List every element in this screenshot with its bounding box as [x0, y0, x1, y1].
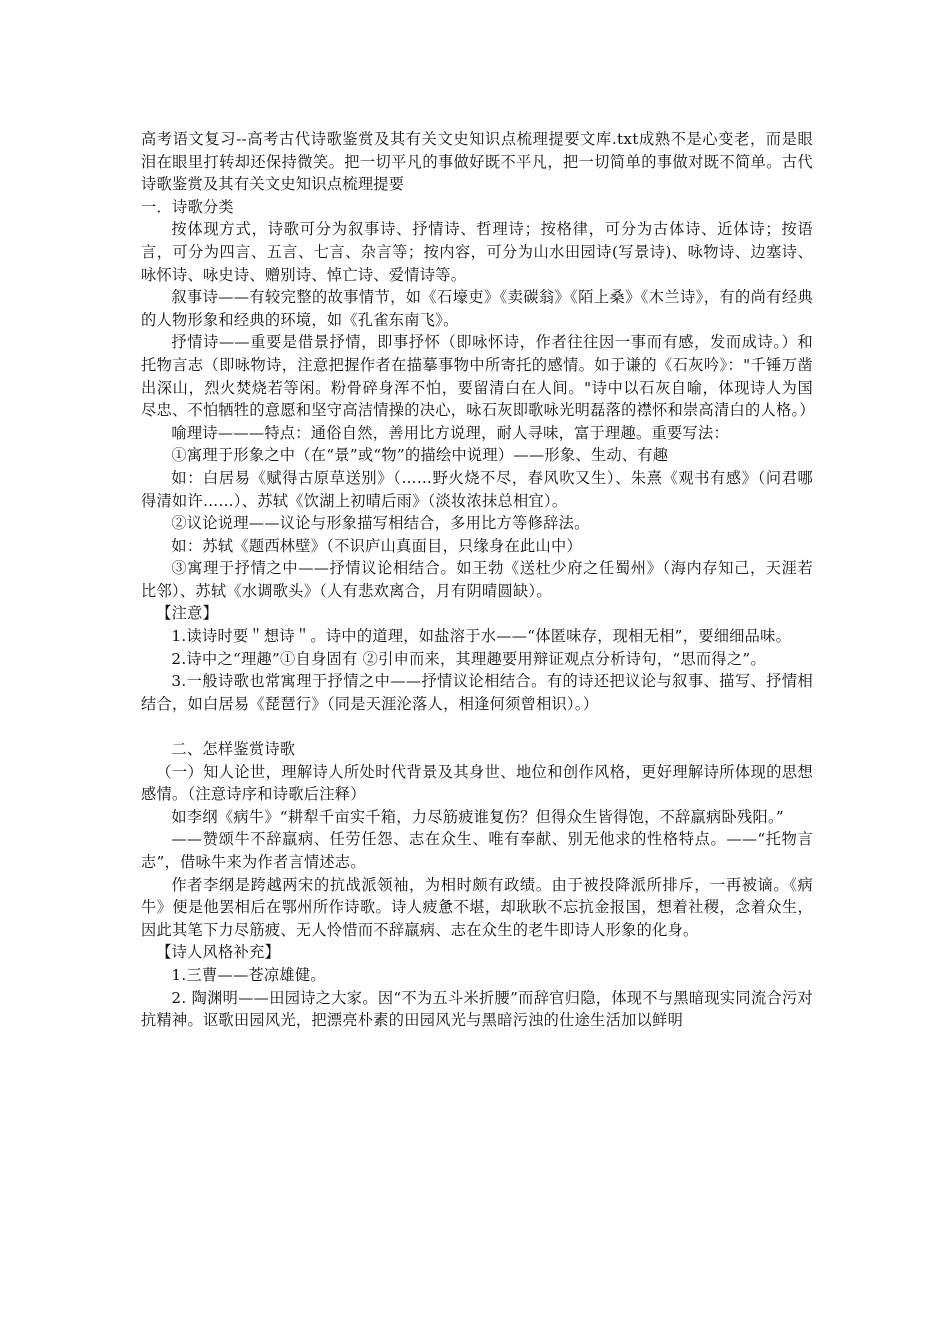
paragraph: ①寓理于形象之中（在“景”或“物”的描绘中说理）——形象、生动、有趣: [171, 446, 669, 465]
paragraph: 3.一般诗歌也常寓理于抒情之中——抒情议论相结合。有的诗还把议论与叙事、描写、抒情相结合，如白居易《琵琶行》（同是天涯沦落人，相逢何须曾相识）。）: [141, 672, 813, 713]
paragraph: ——赞颂牛不辞羸病、任劳任怨、志在众生、唯有奉献、别无他求的性格特点。——“托物言志”，借咏牛来为作者言情述志。: [141, 830, 813, 871]
blank-line: [141, 715, 813, 738]
paragraph: 抒情诗——重要是借景抒情，即事抒怀（即咏怀诗，作者往往因一事而有感，发而成诗。）和托物言志（即咏物诗，注意把握作者在描摹事物中所寄托的感情。如于谦的《石灰吟》："千锤万凿出深山，烈火焚烧若等闲。粉骨碎身浑不怕，要留清白在人间。"诗中以石灰自喻，体现诗人为国尽忠、不怕牺牲的意愿和坚守高洁情操的决心，咏石灰即歌咏光明磊落的襟怀和崇高清白的人格。）: [141, 333, 815, 420]
section-heading-2: 二、怎样鉴赏诗歌: [171, 740, 296, 759]
paragraph: 喻理诗———特点：通俗自然，善用比方说理，耐人寻味，富于理趣。重要写法：: [171, 423, 729, 442]
paragraph: 作者李纲是跨越两宋的抗战派领袖，为相时颇有政绩。由于被投降派所排斥，一再被谪。《病牛》便是他罢相后在鄂州所作诗歌。诗人疲惫不堪，却耿耿不忘抗金报国，想着社稷，念着众生，因此其笔下力尽筋疲、无人怜惜而不辞羸病、志在众生的老牛即诗人形象的化身。: [141, 875, 813, 939]
paragraph: 2. 陶渊明——田园诗之大家。因“不为五斗米折腰”而辞官归隐，体现不与黑暗现实同流合污对抗精神。讴歌田园风光，把漂亮朴素的田园风光与黑暗污浊的仕途生活加以鲜明: [141, 988, 813, 1030]
paragraph: 2.诗中之“理趣”①自身固有 ②引申而来，其理趣要用辩证观点分析诗句，“思而得之”。: [171, 649, 766, 668]
paragraph: 1.读诗时要＂想诗＂。诗中的道理，如盐溶于水——“体匿味存，现相无相”，要细细品味。: [171, 627, 792, 646]
document-body: [141, 128, 813, 1032]
section-heading-1: 一．诗歌分类: [141, 197, 234, 216]
note-heading: 【注意】: [156, 604, 219, 623]
paragraph: 1.三曹——苍凉雄健。: [171, 965, 326, 984]
paragraph: 如：白居易《赋得古原草送别》（……野火烧不尽，春风吹又生）、朱熹《观书有感》（问君哪得清如许……）、苏轼《饮湖上初晴后雨》（淡妆浓抹总相宜）。: [141, 468, 813, 510]
paragraph: 按体现方式，诗歌可分为叙事诗、抒情诗、哲理诗；按格律，可分为古体诗、近体诗；按语言，可分为四言、五言、七言、杂言等；按内容，可分为山水田园诗(写景诗)、咏物诗、边塞诗、咏怀诗、咏史诗、赠别诗、悼亡诗、爱情诗等。: [141, 220, 813, 284]
paragraph: 如李纲《病牛》“耕犁千亩实千箱，力尽筋疲谁复伤？但得众生皆得饱，不辞羸病卧残阳。”: [171, 807, 784, 826]
supplement-heading: 【诗人风格补充】: [156, 943, 281, 962]
document-intro: 高考语文复习--高考古代诗歌鉴赏及其有关文史知识点梳理提要文库.txt成熟不是心变老，而是眼泪在眼里打转却还保持微笑。把一切平凡的事做好既不平凡，把一切简单的事做对既不简单。古代诗歌鉴赏及其有关文史知识点梳理提要: [141, 130, 813, 194]
paragraph: 叙事诗——有较完整的故事情节，如《石壕吏》《卖碳翁》《陌上桑》《木兰诗》，有的尚有经典的人物形象和经典的环境，如《孔雀东南飞》。: [141, 288, 813, 329]
paragraph: ②议论说理——议论与形象描写相结合，多用比方等修辞法。: [171, 514, 590, 533]
paragraph: （一）知人论世，理解诗人所处时代背景及其身世、地位和创作风格，更好理解诗所体现的思想感情。（注意诗序和诗歌后注释）: [141, 762, 813, 804]
paragraph: 如：苏轼《题西林壁》（不识庐山真面目，只缘身在此山中）: [171, 536, 582, 555]
paragraph: ③寓理于抒情之中——抒情议论相结合。如王勃《送杜少府之任蜀州》（海内存知己，天涯若比邻）、苏轼《水调歌头》（人有悲欢离合，月有阴晴圆缺）。: [141, 559, 813, 600]
